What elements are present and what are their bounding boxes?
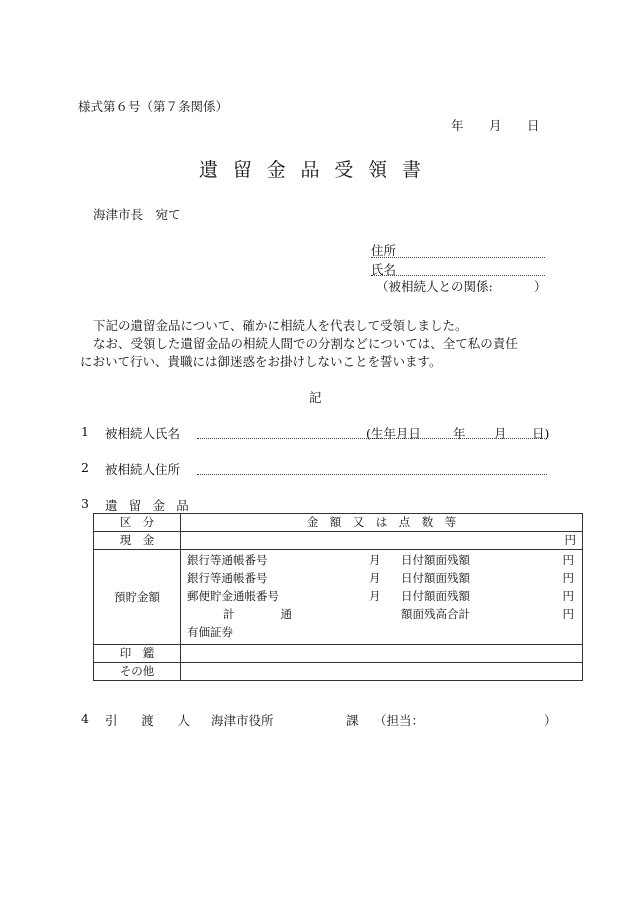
- month-label: 月: [369, 553, 381, 567]
- yen-label: 円: [562, 571, 574, 585]
- securities-label: 有価証券: [187, 625, 233, 639]
- header-category: 区 分: [94, 514, 181, 532]
- month-label: 月: [369, 571, 381, 585]
- item2-label: 被相続人住所: [105, 462, 181, 477]
- deposit-line-5: [187, 623, 574, 641]
- table-header-row: [94, 514, 583, 532]
- birth-year: 年: [453, 426, 466, 441]
- date-month: 月: [489, 118, 502, 133]
- item3-label: 遺留金品: [105, 498, 201, 513]
- belongings-table: [93, 513, 583, 681]
- deposit-row: [94, 550, 583, 645]
- form-number: 様式第６号（第７条関係）: [78, 99, 229, 114]
- addressee: 海津市長 宛て: [93, 207, 181, 222]
- seal-row: [94, 645, 583, 663]
- document-title: 遺留金品受領書: [199, 159, 436, 181]
- ki-label: 記: [309, 390, 322, 405]
- birthdate-label: (生年月日: [366, 426, 421, 441]
- deposit-label: 預貯金額: [94, 550, 181, 645]
- cash-yen: 円: [564, 533, 576, 547]
- section-label: 課: [346, 713, 359, 728]
- postal-book-label: 郵便貯金通帳番号: [187, 589, 279, 603]
- seal-label: 印 鑑: [94, 645, 181, 663]
- deposit-line-4: [187, 605, 574, 623]
- item1-number: 1: [81, 424, 89, 439]
- body-line-2: なお、受領した遺留金品の相続人間での分割などについては、全て私の責任: [93, 336, 518, 351]
- header-amount: 金 額 又 は 点 数 等: [181, 514, 583, 532]
- deceased-address-line[interactable]: [197, 474, 547, 475]
- deposit-details[interactable]: [181, 550, 583, 645]
- relation-label: （被相続人との関係:: [376, 279, 493, 294]
- cash-amount-field[interactable]: [181, 532, 583, 550]
- address-label: 住所: [371, 243, 397, 258]
- balance-label: 日付額面残額: [401, 589, 470, 603]
- balance-label: 日付額面残額: [401, 553, 470, 567]
- address-line[interactable]: [371, 257, 545, 258]
- yen-label: 円: [562, 553, 574, 567]
- item2-number: 2: [81, 460, 89, 475]
- yen-label: 円: [562, 589, 574, 603]
- total-count-label: 計 通: [223, 607, 292, 621]
- person-in-charge-label: （担当：: [374, 713, 425, 728]
- total-balance-label: 額面残高合計: [401, 607, 470, 621]
- yen-label: 円: [562, 607, 574, 621]
- date-year: 年: [451, 118, 464, 133]
- other-field[interactable]: [181, 663, 583, 681]
- cash-row: [94, 532, 583, 550]
- name-line[interactable]: [371, 275, 545, 276]
- deposit-line-2: [187, 569, 574, 587]
- item4-number: 4: [81, 711, 89, 726]
- date-day: 日: [527, 118, 540, 133]
- deposit-line-1: [187, 551, 574, 569]
- body-line-3: において行い、貴職には御迷惑をお掛けしないことを誓います。: [80, 354, 442, 369]
- name-label: 氏名: [371, 262, 397, 277]
- other-label: その他: [94, 663, 181, 681]
- city-office: 海津市役所: [211, 713, 274, 728]
- bank-book-label: 銀行等通帳番号: [187, 571, 268, 585]
- item1-label: 被相続人氏名: [105, 426, 181, 441]
- person-in-charge-close: ）: [544, 713, 557, 728]
- birth-day: 日): [532, 426, 550, 441]
- item4-label: 引渡人: [105, 713, 214, 728]
- seal-field[interactable]: [181, 645, 583, 663]
- birth-month: 月: [494, 426, 507, 441]
- deposit-line-3: [187, 587, 574, 605]
- balance-label: 日付額面残額: [401, 571, 470, 585]
- other-row: [94, 663, 583, 681]
- body-line-1: 下記の遺留金品について、確かに相続人を代表して受領しました。: [93, 318, 468, 333]
- month-label: 月: [369, 589, 381, 603]
- cash-label: 現 金: [94, 532, 181, 550]
- bank-book-label: 銀行等通帳番号: [187, 553, 268, 567]
- item3-number: 3: [81, 496, 89, 511]
- relation-close: ）: [534, 279, 547, 294]
